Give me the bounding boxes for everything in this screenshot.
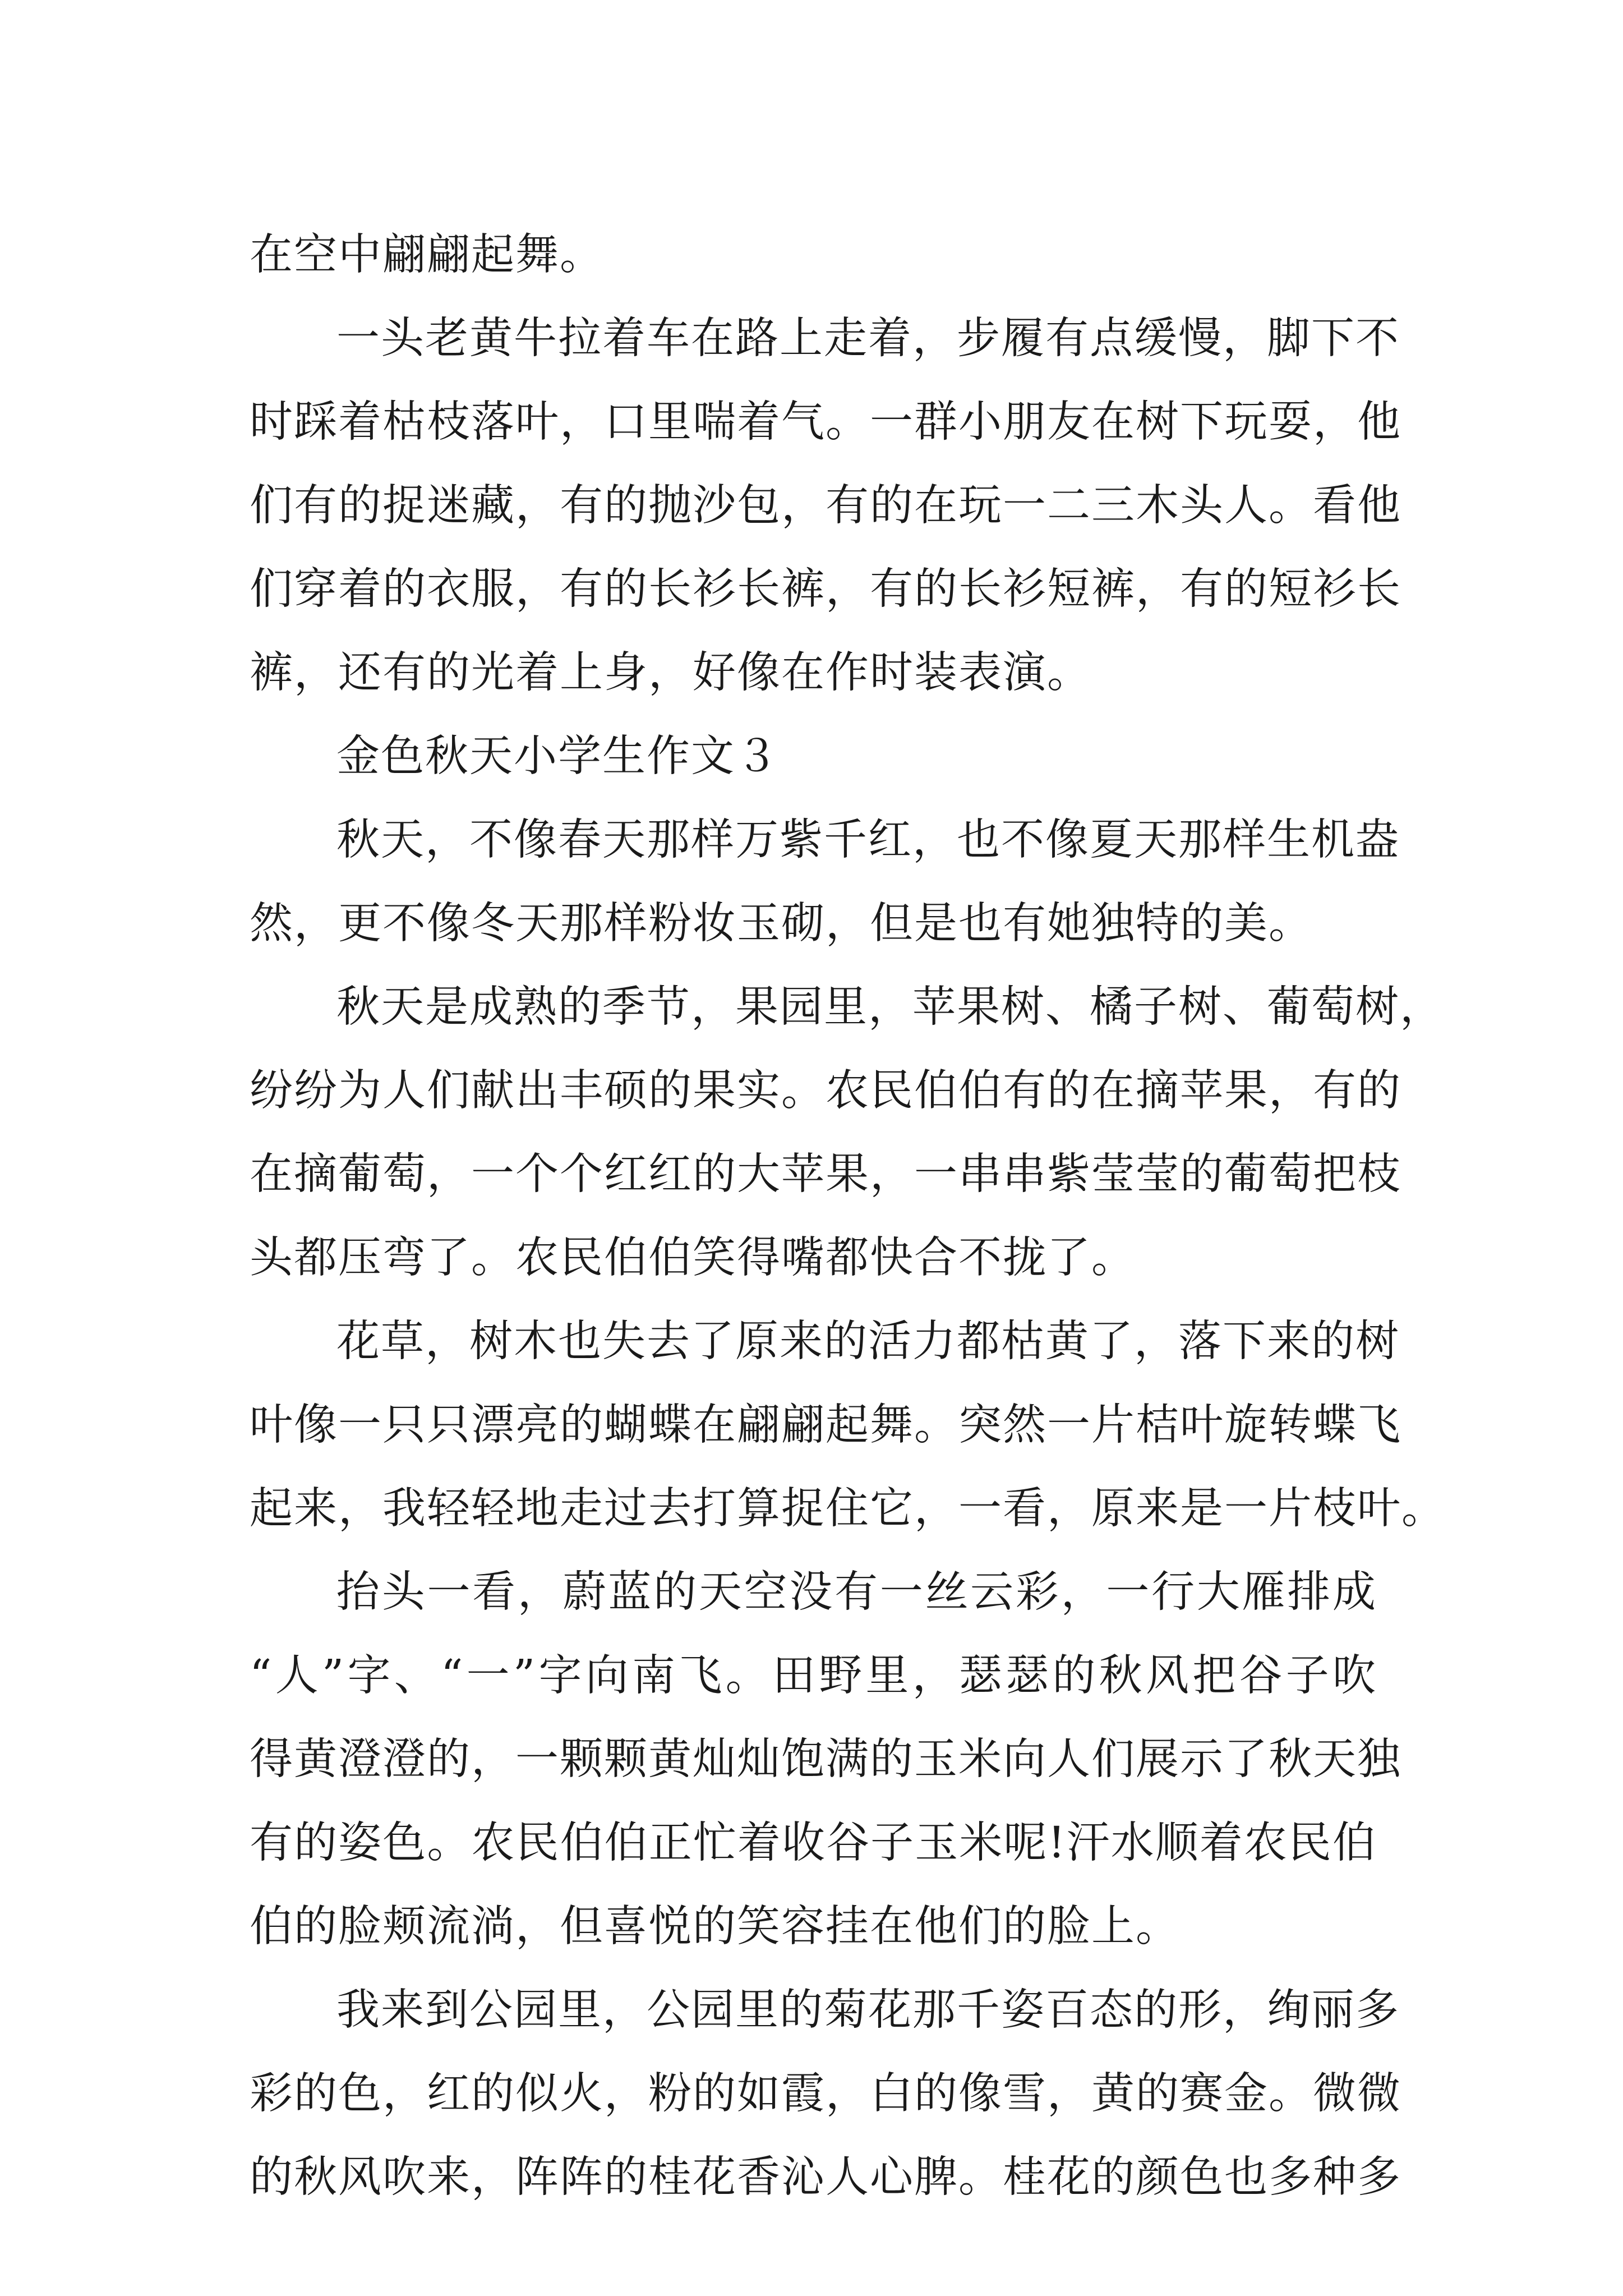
text-line: 抬头一看，蔚蓝的天空没有一丝云彩，一行大雁排成 — [336, 1567, 1377, 1617]
text-line: 一头老黄牛拉着车在路上走着，步履有点缓慢，脚下不 — [336, 314, 1400, 364]
text-line: 们穿着的衣服，有的长衫长裤，有的长衫短裤，有的短衫长 — [250, 564, 1401, 614]
text-line: 花草，树木也失去了原来的活力都枯黄了，落下来的树 — [336, 1317, 1400, 1366]
text-line: 在摘葡萄，一个个红红的大苹果，一串串紫莹莹的葡萄把枝 — [250, 1149, 1401, 1199]
text-line: 伯的脸颊流淌，但喜悦的笑容挂在他们的脸上。 — [250, 1902, 1180, 1952]
text-line: 我来到公园里，公园里的菊花那千姿百态的形，绚丽多 — [336, 1985, 1400, 2035]
text-line: 然，更不像冬天那样粉妆玉砌，但是也有她独特的美。 — [250, 899, 1313, 949]
text-line: 彩的色，红的似火，粉的如霞，白的像雪，黄的赛金。微微 — [250, 2069, 1401, 2119]
text-line: 头都压弯了。农民伯伯笑得嘴都快合不拢了。 — [250, 1233, 1136, 1283]
text-line: 裤，还有的光着上身，好像在作时装表演。 — [250, 648, 1091, 698]
text-line: 得黄澄澄的，一颗颗黄灿灿饱满的玉米向人们展示了秋天独 — [250, 1734, 1401, 1784]
text-line: 纷纷为人们献出丰硕的果实。农民伯伯有的在摘苹果，有的 — [250, 1066, 1401, 1116]
text-line: “人”字、“一”字向南飞。田野里，瑟瑟的秋风把谷子吹 — [250, 1651, 1377, 1701]
text-line: 时踩着枯枝落叶，口里喘着气。一群小朋友在树下玩耍，他 — [250, 397, 1401, 447]
text-line: 在空中翩翩起舞。 — [250, 230, 604, 280]
text-line: 金色秋天小学生作文３ — [336, 731, 780, 781]
text-line: 叶像一只只漂亮的蝴蝶在翩翩起舞。突然一片桔叶旋转蝶飞 — [250, 1400, 1401, 1450]
text-line: 有的姿色。农民伯伯正忙着收谷子玉米呢!汗水顺着农民伯 — [250, 1818, 1377, 1868]
text-line: 秋天是成熟的季节，果园里，苹果树、橘子树、葡萄树， — [336, 982, 1444, 1032]
text-line: 起来，我轻轻地走过去打算捉住它，一看，原来是一片枝叶。 — [250, 1484, 1446, 1534]
essay-text — [250, 213, 1446, 2219]
text-line: 们有的捉迷藏，有的抛沙包，有的在玩一二三木头人。看他 — [250, 481, 1401, 531]
text-line: 的秋风吹来，阵阵的桂花香沁人心脾。桂花的颜色也多种多 — [250, 2152, 1401, 2202]
text-line: 秋天，不像春天那样万紫千红，也不像夏天那样生机盎 — [336, 815, 1400, 865]
